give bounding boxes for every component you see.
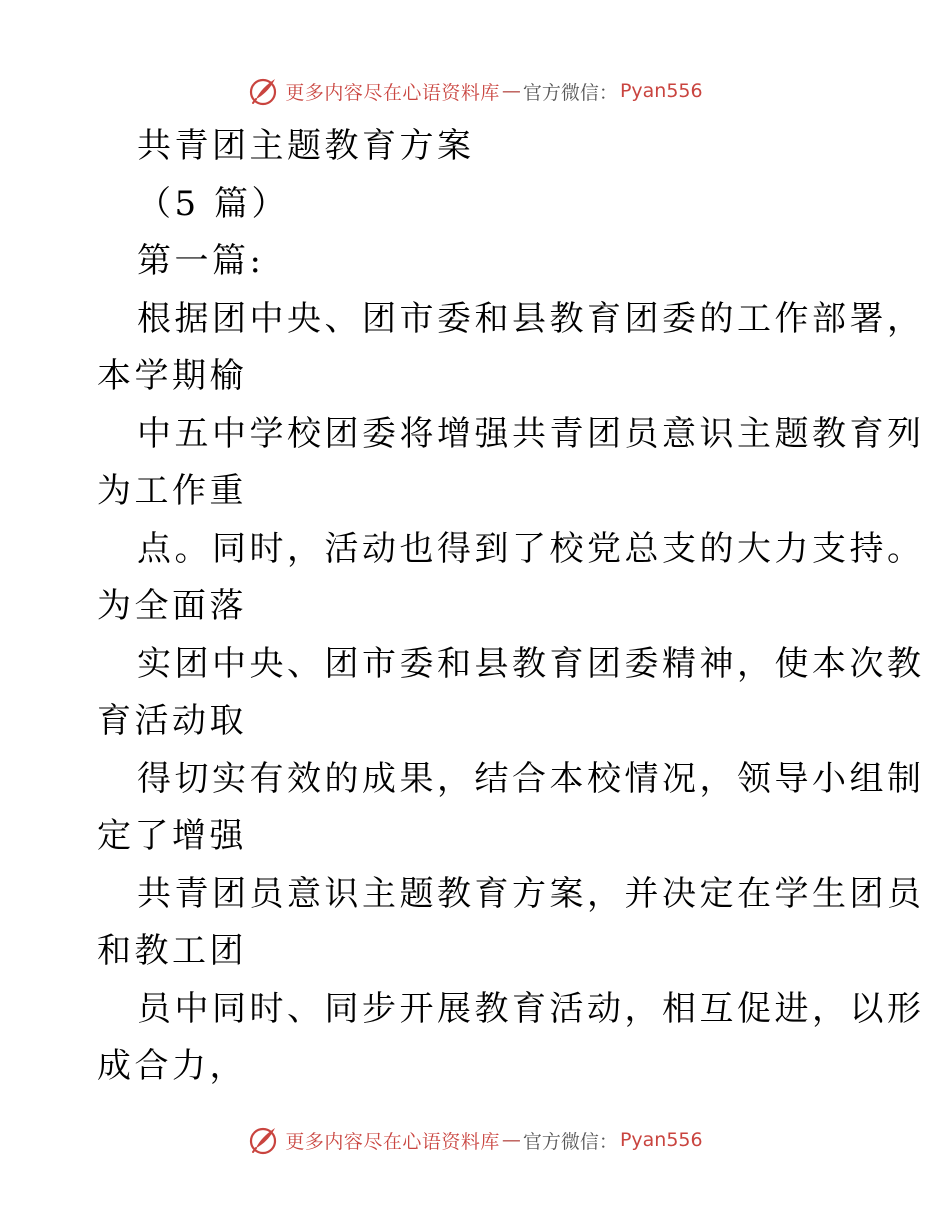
text-line: （5 篇） — [137, 183, 289, 224]
wechat-id: Pyan556 — [619, 80, 703, 102]
document-body — [97, 118, 925, 1096]
text-line: 和教工团 — [97, 931, 247, 971]
site-name-text: 更多内容尽在心语资料库 — [285, 81, 500, 104]
wechat-label: 官方微信： — [522, 1130, 618, 1153]
text-line: 成合力， — [97, 1046, 247, 1086]
wechat-label: 官方微信： — [522, 81, 618, 104]
text-line: 点。同时，活动也得到了校党总支的大力支持。 — [137, 528, 925, 569]
site-name-text: 更多内容尽在心语资料库 — [285, 1130, 500, 1153]
text-line: 员中同时、同步开展教育活动，相互促进，以形 — [137, 988, 925, 1029]
feather-quill-logo-icon — [247, 1124, 279, 1156]
document-title: 共青团主题教育方案 — [137, 126, 475, 166]
header-watermark-banner — [0, 71, 950, 111]
text-line: 第一篇: — [137, 241, 265, 281]
text-line: 为全面落 — [97, 586, 247, 626]
text-line: 得切实有效的成果，结合本校情况，领导小组制 — [137, 758, 925, 799]
banner-dash: — — [501, 1129, 521, 1151]
text-line: 共青团员意识主题教育方案，并决定在学生团员 — [137, 873, 925, 914]
text-line: 为工作重 — [97, 471, 247, 511]
text-line: 实团中央、团市委和县教育团委精神，使本次教 — [137, 643, 925, 684]
text-line: 中五中学校团委将增强共青团员意识主题教育列 — [137, 413, 925, 454]
feather-quill-logo-icon — [247, 75, 279, 107]
text-line: 定了增强 — [97, 816, 247, 856]
text-line: 根据团中央、团市委和县教育团委的工作部署， — [137, 298, 925, 339]
banner-dash: — — [501, 80, 521, 102]
text-line: 本学期榆 — [97, 356, 247, 396]
text-line: 育活动取 — [97, 701, 247, 741]
wechat-id: Pyan556 — [619, 1129, 703, 1151]
footer-watermark-banner — [0, 1120, 950, 1160]
